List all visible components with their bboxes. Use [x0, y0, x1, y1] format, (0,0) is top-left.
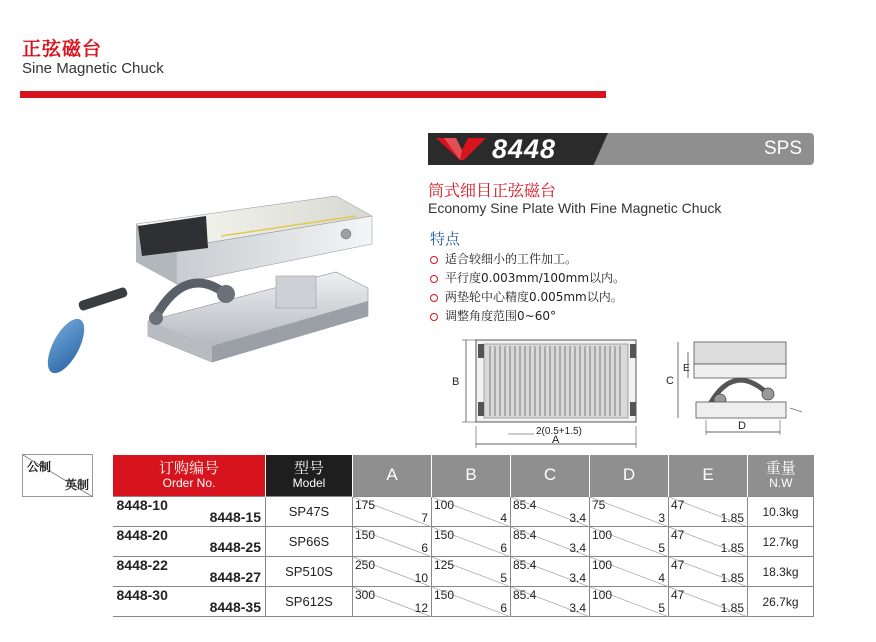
table-row [23, 497, 814, 527]
dim-label-b: B [452, 376, 460, 388]
bullet-circle-icon [430, 275, 438, 283]
dim-a-cell: 150 6 [353, 527, 432, 557]
dim-d-cell: 100 5 [590, 587, 669, 617]
dim-c-cell: 85.4 3.4 [511, 497, 590, 527]
table-row [23, 557, 814, 587]
page-title-cn: 正弦磁台 [22, 38, 103, 60]
dim-e-cell: 47 1.85 [669, 527, 748, 557]
page-title-en: Sine Magnetic Chuck [22, 60, 164, 77]
dim-label-d: D [738, 420, 746, 432]
model-cell: SP510S [266, 557, 353, 587]
dim-c-cell: 85.4 3.4 [511, 587, 590, 617]
dim-b-cell: 150 6 [432, 527, 511, 557]
dim-e-cell: 47 1.85 [669, 587, 748, 617]
dim-e-cell: 47 1.85 [669, 497, 748, 527]
feature-item: 两垫轮中心精度0.005mm以内。 [430, 288, 625, 307]
weight-cell: 12.7kg [748, 527, 814, 557]
dim-d-cell: 100 4 [590, 557, 669, 587]
unit-corner-cell [23, 455, 93, 497]
feature-item: 调整角度范围0~60° [430, 307, 625, 326]
header-model: 型号 Model [266, 455, 353, 497]
header-e: E [669, 455, 748, 497]
dim-a-cell: 250 10 [353, 557, 432, 587]
weight-cell: 10.3kg [748, 497, 814, 527]
dim-d-cell: 75 3 [590, 497, 669, 527]
brand-logo-icon [434, 136, 488, 162]
dim-label-e: E [683, 363, 690, 374]
model-cell: SP612S [266, 587, 353, 617]
dim-e-cell: 47 1.85 [669, 557, 748, 587]
header-b: B [432, 455, 511, 497]
features-title: 特点 [430, 230, 461, 248]
technical-drawing-front [448, 322, 648, 452]
metric-label: 公制 [27, 460, 52, 474]
product-name-cn: 筒式细目正弦磁台 [428, 181, 557, 200]
feature-item: 平行度0.003mm/100mm以内。 [430, 269, 625, 288]
dim-a-cell: 300 12 [353, 587, 432, 617]
feature-item: 适合较细小的工件加工。 [430, 250, 625, 269]
product-photo [36, 176, 386, 386]
technical-drawing-side [664, 322, 814, 437]
header-order-no: 订购编号 Order No. [113, 455, 266, 497]
dim-a-cell: 175 7 [353, 497, 432, 527]
title-divider [20, 91, 606, 98]
model-cell: SP66S [266, 527, 353, 557]
table-row [23, 587, 814, 617]
order-no-cell: 8448-30 8448-35 [113, 587, 266, 617]
weight-cell: 18.3kg [748, 557, 814, 587]
dim-b-cell: 100 4 [432, 497, 511, 527]
order-no-cell: 8448-20 8448-25 [113, 527, 266, 557]
dim-label-c: C [666, 375, 674, 387]
model-suffix: SPS [763, 138, 802, 159]
dim-c-cell: 85.4 3.4 [511, 527, 590, 557]
model-cell: SP47S [266, 497, 353, 527]
dim-c-cell: 85.4 3.4 [511, 557, 590, 587]
dim-b-cell: 125 5 [432, 557, 511, 587]
model-number: 8448 [492, 134, 557, 164]
table-header-row [23, 455, 814, 497]
dim-b-cell: 150 6 [432, 587, 511, 617]
header-d: D [590, 455, 669, 497]
header-c: C [511, 455, 590, 497]
product-name-en: Economy Sine Plate With Fine Magnetic Chuck [428, 200, 722, 216]
dim-label-pitch: 2(0.5+1.5) [536, 426, 582, 437]
order-no-cell: 8448-10 8448-15 [113, 497, 266, 527]
weight-cell: 26.7kg [748, 587, 814, 617]
dim-label-a: A [552, 434, 560, 446]
bullet-circle-icon [430, 294, 438, 302]
model-banner [428, 133, 814, 165]
features-list [430, 250, 625, 326]
header-nw: 重量 N.W [748, 455, 814, 497]
bullet-circle-icon [430, 313, 438, 321]
table-row [23, 527, 814, 557]
imperial-label: 英制 [64, 478, 89, 492]
header-a: A [353, 455, 432, 497]
bullet-circle-icon [430, 256, 438, 264]
order-no-cell: 8448-22 8448-27 [113, 557, 266, 587]
dim-d-cell: 100 5 [590, 527, 669, 557]
spec-table [22, 454, 814, 617]
